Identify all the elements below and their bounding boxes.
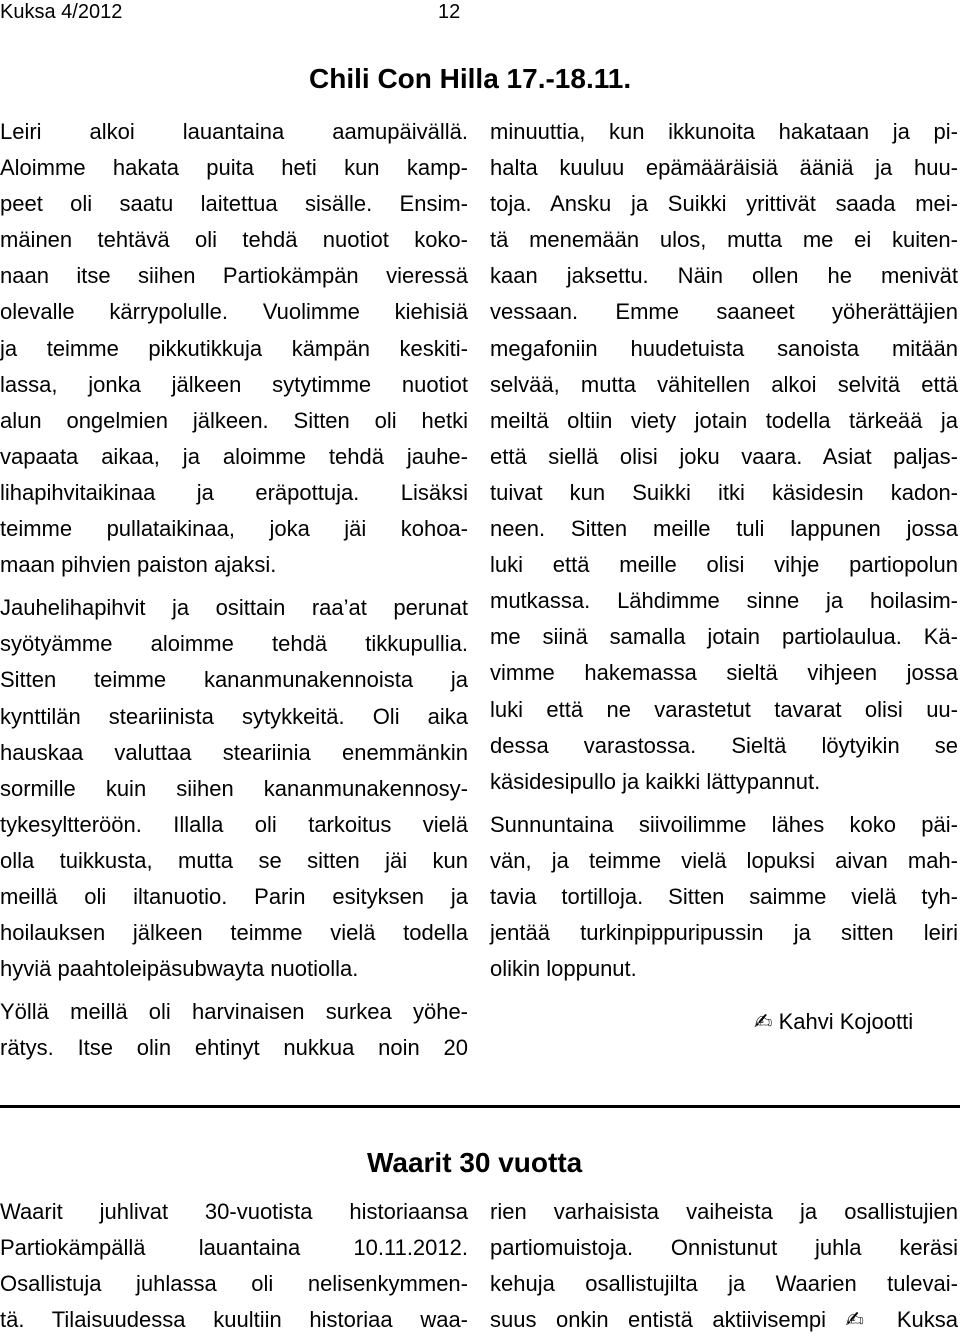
text-line: tavia tortilloja. Sitten saimme vielä tyh- (490, 883, 958, 909)
text-line: Partiokämpällä lauantaina 10.11.2012. (0, 1235, 468, 1261)
text-line: luki että ne varastetut tavarat olisi uu- (490, 696, 958, 722)
text-line: meillä oli iltanuotio. Parin esityksen ja (0, 883, 468, 909)
paragraph-gap (490, 800, 958, 807)
text-line: olikin loppunut. (490, 956, 637, 982)
article-signature (754, 1004, 913, 1041)
text-line: megafoniin huudetuista sanoista mitään (490, 335, 958, 361)
text-line: peet oli saatu laitettua sisälle. Ensim- (0, 191, 468, 217)
text-line: mutkassa. Lähdimme sinne ja hoilasim- (490, 588, 958, 614)
text-line: kaan jaksettu. Näin ollen he menivät (490, 263, 958, 289)
page-number: 12 (438, 1, 461, 23)
text-line: Waarit juhlivat 30-vuotista historiaansa (0, 1199, 468, 1224)
text-line: jentää turkinpippuripussin ja sitten leiri (490, 920, 958, 946)
text-line: luki että meille olisi vihje partiopolun (490, 552, 958, 578)
text-line: ja teimme pikkutikkuja kämpän keskiti- (0, 335, 468, 361)
article-right-column (490, 114, 958, 987)
text-line: tä menemään ulos, mutta me ei kuiten- (490, 227, 958, 253)
text-line: Yöllä meillä oli harvinaisen surkea yöhe- (0, 999, 468, 1025)
text-line: tykesyltteröön. Illalla oli tarkoitus vielä (0, 811, 468, 837)
text-line: kehuja osallistujilta ja Waarien tulevai- (490, 1271, 958, 1297)
text-line: hyviä paahtoleipäsubwayta nuotiolla. (0, 956, 359, 982)
issue-label: Kuksa 4/2012 (0, 1, 123, 23)
writing-hand-icon: ✍ (845, 1308, 878, 1334)
article2-right-column (490, 1194, 958, 1338)
article2-left-column (0, 1194, 468, 1338)
text-line: Leiri alkoi lauantaina aamupäivällä. (0, 119, 468, 144)
text-line: hoilauksen jälkeen teimme vielä todella (0, 920, 468, 946)
text-line: rien varhaisista vaiheista ja osallistujien (490, 1199, 958, 1224)
text-line: neen. Sitten meille tuli lappunen jossa (490, 516, 958, 542)
text-line: rätys. Itse olin ehtinyt nukkua noin 20 (0, 1035, 468, 1061)
text-line: halta kuuluu epämääräisiä ääniä ja huu- (490, 155, 958, 181)
section-divider (0, 1105, 960, 1108)
text-line: syötyämme aloimme tehdä tikkupullia. (0, 631, 468, 657)
article-title: Chili Con Hilla 17.-18.11. (309, 63, 632, 94)
text-line: kynttilän steariinista sytykkeitä. Oli aika (0, 703, 468, 729)
paragraph-gap (0, 583, 468, 590)
text-line: mäinen tehtävä oli tehdä nuotiot koko- (0, 227, 468, 253)
text-line: meiltä oltiin viety jotain todella tärkeää ja (490, 407, 958, 433)
text-line: dessa varastossa. Sieltä löytyikin se (490, 732, 958, 758)
text-line: naan itse siihen Partiokämpän vieressä (0, 263, 468, 289)
paragraph-gap (0, 987, 468, 994)
text-line: partiomuistoja. Onnistunut juhla keräsi (490, 1235, 958, 1261)
signature-name: Kuksa (896, 1307, 959, 1333)
text-line: selvää, mutta vähitellen alkoi selvitä että (490, 371, 958, 397)
text-line: maan pihvien paiston ajaksi. (0, 552, 277, 578)
text-line: vän, ja teimme vielä lopuksi aivan mah- (490, 847, 958, 873)
text-line: lassa, jonka jälkeen sytytimme nuotiot (0, 371, 468, 397)
text-line: tuivat kun Suikki itki käsidesin kadon- (490, 479, 958, 505)
text-line: Sitten teimme kananmunakennoista ja (0, 667, 468, 693)
text-line: hauskaa valuttaa steariinia enemmänkin (0, 739, 468, 765)
text-line: että siellä olisi joku vaara. Asiat paljas- (490, 443, 958, 469)
signature-name: Kahvi Kojootti (778, 1009, 914, 1034)
text-line: minuuttia, kun ikkunoita hakataan ja pi- (490, 119, 958, 144)
writing-hand-icon: ✍ (754, 1010, 773, 1035)
text-line: lihapihvitaikinaa ja eräpottuja. Lisäksi (0, 479, 468, 505)
text-line: vapaata aikaa, ja aloimme tehdä jauhe- (0, 443, 468, 469)
text-line: olevalle kärrypolulle. Vuolimme kiehisiä (0, 299, 468, 325)
text-line: me siinä samalla jotain partiolaulua. Kä- (490, 624, 958, 650)
text-line: tä. Tilaisuudessa kuultiin historiaa waa- (0, 1307, 468, 1333)
text-line: Sunnuntaina siivoilimme lähes koko päi- (490, 811, 958, 837)
article-title-2: Waarit 30 vuotta (367, 1147, 583, 1178)
text-line: sormille kuin siihen kananmunakennosy- (0, 775, 468, 801)
text-line: toja. Ansku ja Suikki yrittivät saada mei- (490, 191, 958, 217)
text-line (490, 1302, 958, 1338)
article-left-column (0, 114, 468, 1066)
text-line: käsidesipullo ja kaikki lättypannut. (490, 768, 821, 794)
text-line: vimme hakemassa sieltä vihjeen jossa (490, 660, 958, 686)
text-line: olla tuikkusta, mutta se sitten jäi kun (0, 847, 468, 873)
text-line: vessaan. Emme saaneet yöherättäjien (490, 299, 958, 325)
last-line-text: suus onkin entistä aktiivisempi (490, 1307, 827, 1333)
text-line: Osallistuja juhlassa oli nelisenkymmen- (0, 1271, 468, 1297)
text-line: alun ongelmien jälkeen. Sitten oli hetki (0, 407, 468, 433)
text-line: Jauhelihapihvit ja osittain raa’at perunat (0, 595, 468, 621)
text-line: Aloimme hakata puita heti kun kamp- (0, 155, 468, 181)
text-line: teimme pullataikinaa, joka jäi kohoa- (0, 516, 468, 542)
